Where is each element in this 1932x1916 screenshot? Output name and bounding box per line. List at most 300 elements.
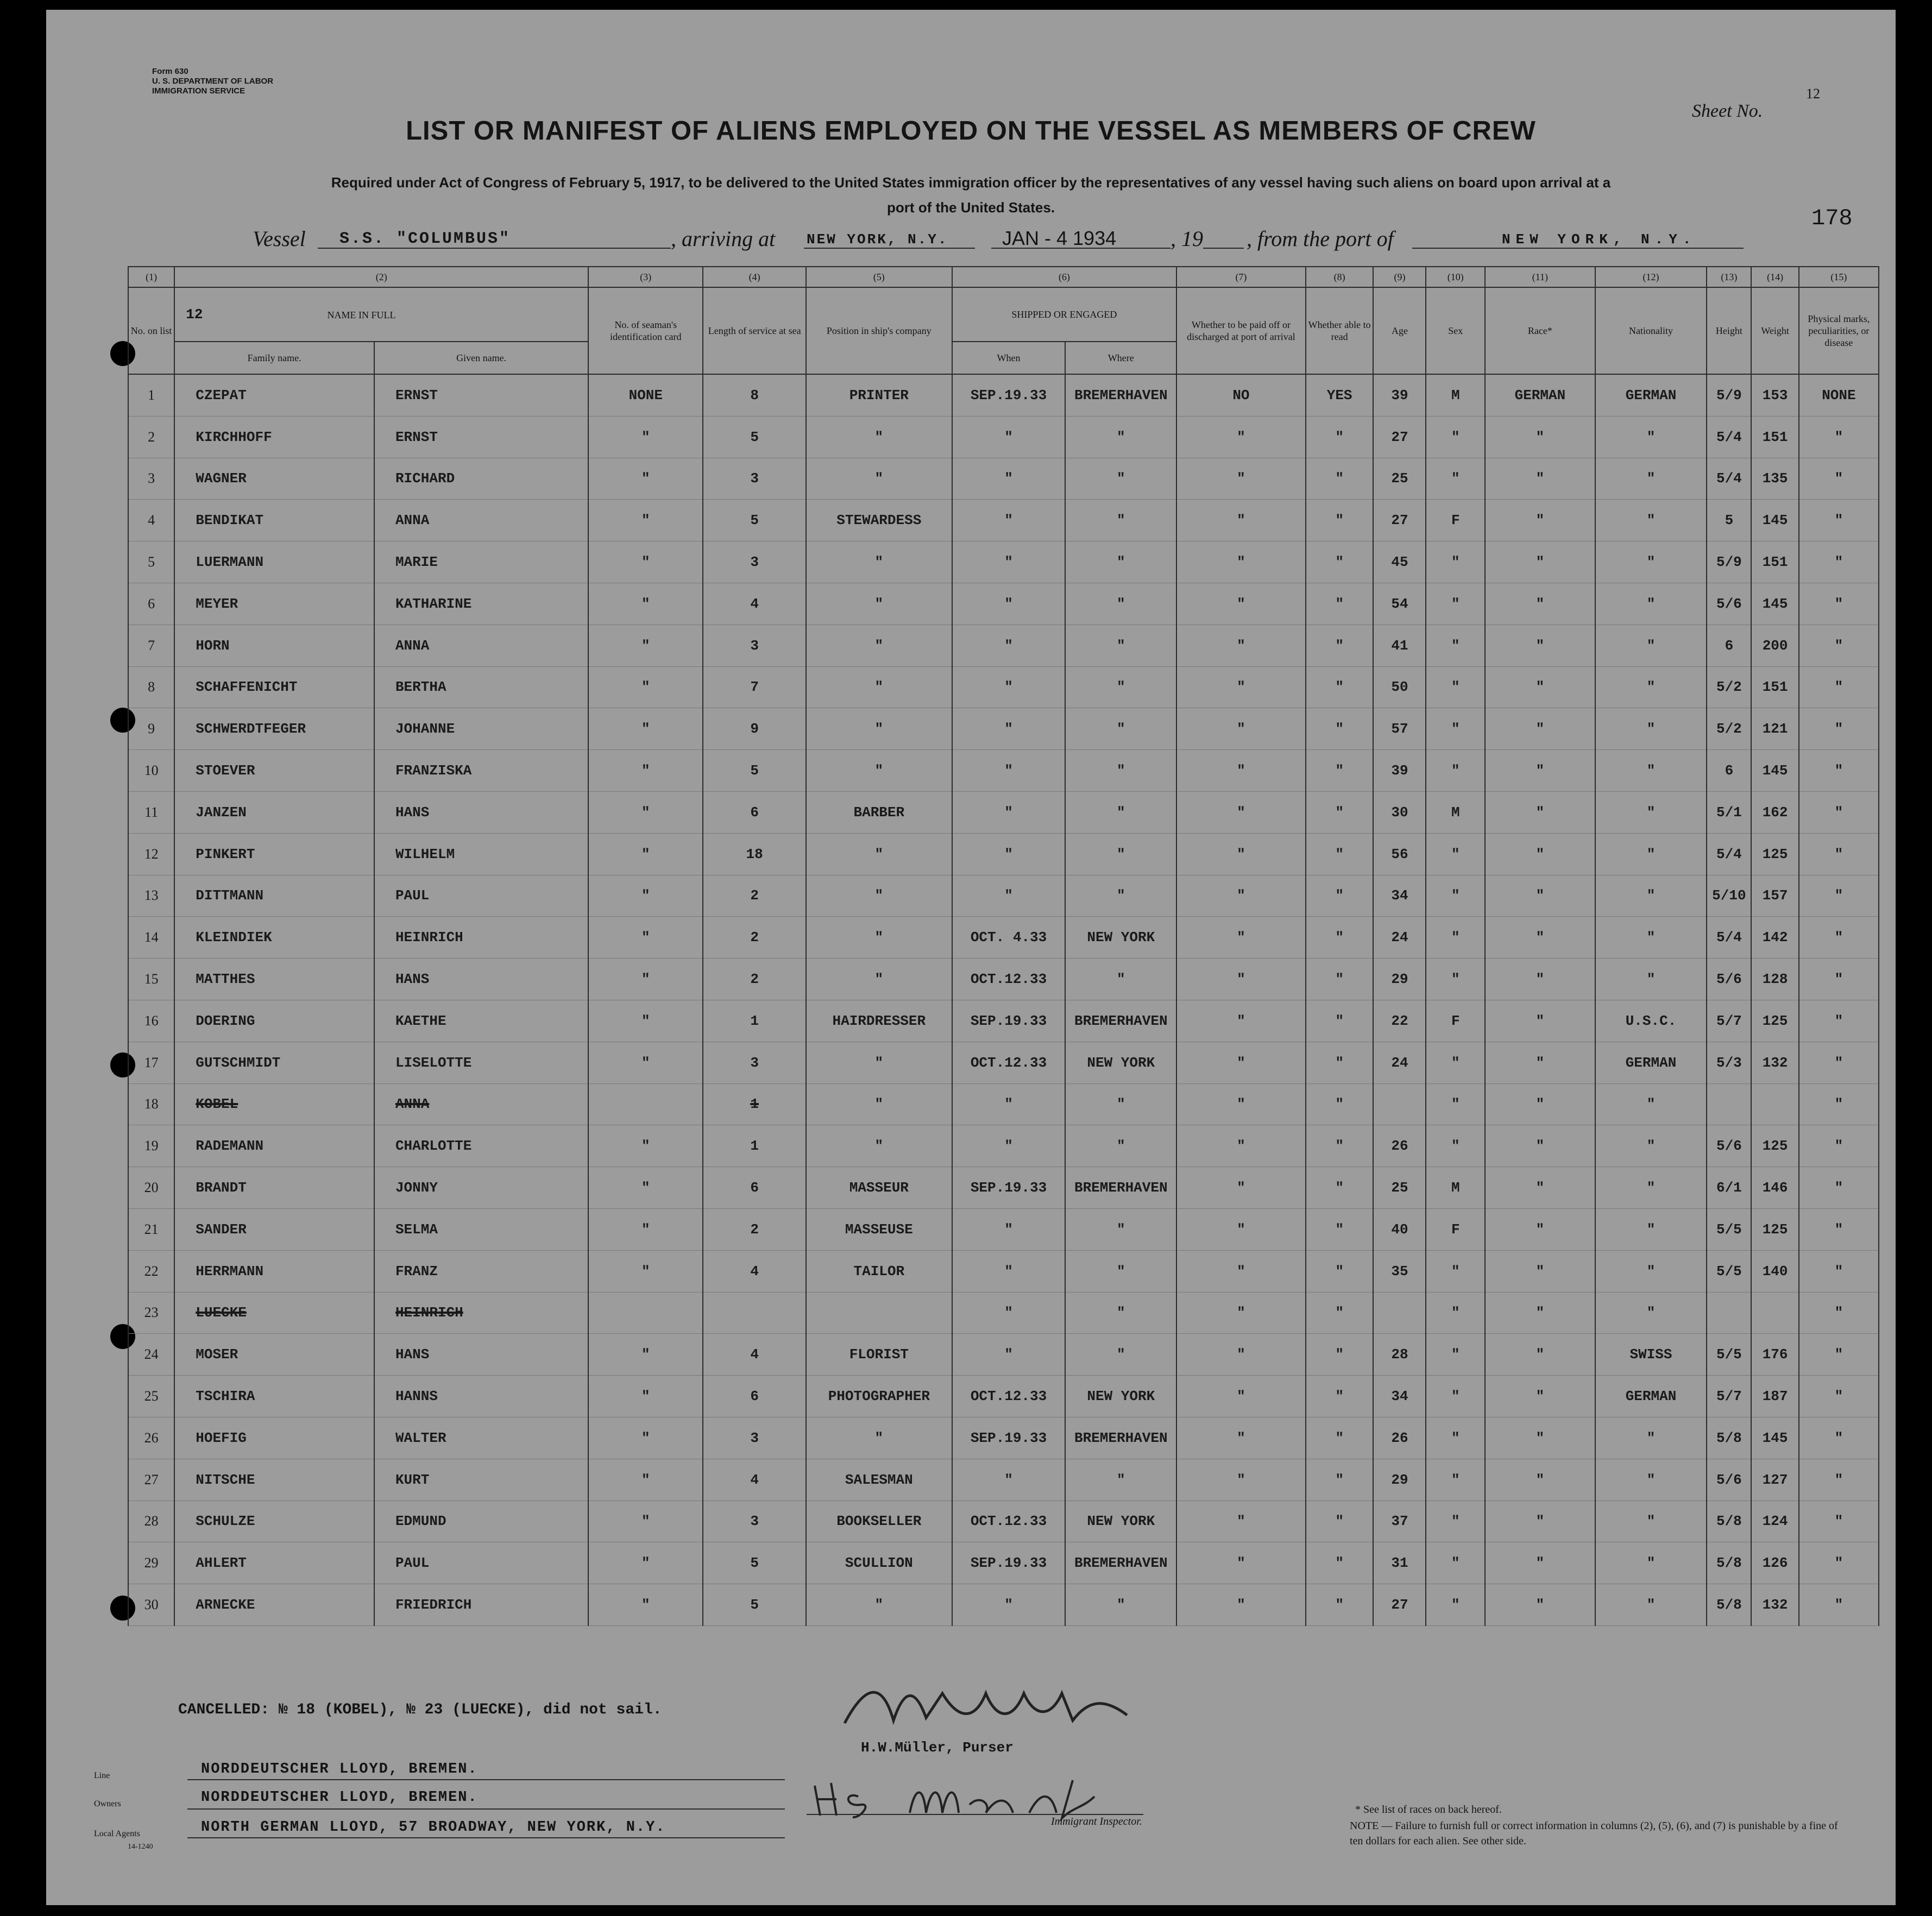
cell-paid-off: "	[1176, 1042, 1306, 1083]
cell-shipped-where: "	[1065, 1083, 1176, 1125]
cell-position: PRINTER	[806, 374, 952, 416]
cell-given-name: EDMUND	[374, 1501, 588, 1542]
race-note: * See list of races on back hereof.	[1355, 1804, 1502, 1816]
cell-paid-off: "	[1176, 917, 1306, 959]
cell-sex: "	[1426, 1250, 1485, 1292]
cell-age	[1373, 1083, 1426, 1125]
cell-service-length: 9	[703, 708, 806, 750]
cell-nationality: "	[1595, 458, 1707, 500]
col-num: (14)	[1751, 267, 1798, 287]
cell-row-number: 20	[128, 1167, 174, 1209]
cell-shipped-where: "	[1065, 541, 1176, 583]
cell-shipped-when: OCT.12.33	[952, 959, 1066, 1000]
cell-physical-marks: "	[1799, 1125, 1879, 1167]
cell-paid-off: "	[1176, 583, 1306, 625]
cell-sex: "	[1426, 750, 1485, 792]
cell-family-name: CZEPAT	[174, 374, 374, 416]
cell-row-number: 5	[128, 541, 174, 583]
cell-nationality: SWISS	[1595, 1334, 1707, 1376]
cell-weight	[1751, 1292, 1798, 1334]
cell-family-name: HERRMANN	[174, 1250, 374, 1292]
cell-weight: 145	[1751, 1417, 1798, 1459]
cell-family-name: KOBEL	[174, 1083, 374, 1125]
table-row	[128, 1083, 1879, 1125]
cell-physical-marks: NONE	[1799, 374, 1879, 416]
cell-seaman-card: "	[588, 666, 703, 708]
cell-height: 5/6	[1707, 583, 1751, 625]
cell-race: "	[1485, 791, 1595, 833]
cell-race: "	[1485, 1083, 1595, 1125]
cell-seaman-card: "	[588, 1125, 703, 1167]
line-value: NORDDEUTSCHER LLOYD, BREMEN.	[201, 1761, 478, 1778]
cell-height: 5/8	[1707, 1584, 1751, 1626]
cell-given-name: HEINRICH	[374, 1292, 588, 1334]
cell-shipped-where: NEW YORK	[1065, 917, 1176, 959]
cell-seaman-card: "	[588, 1584, 703, 1626]
arrival-date-stamp: JAN - 4 1934	[1002, 227, 1117, 249]
cell-family-name: RADEMANN	[174, 1125, 374, 1167]
manifest-rows	[128, 374, 1879, 1625]
cell-shipped-when: OCT.12.33	[952, 1376, 1066, 1417]
cell-position: "	[806, 1584, 952, 1626]
cell-age: 39	[1373, 750, 1426, 792]
cell-given-name: PAUL	[374, 875, 588, 917]
sheet-number: 12	[1806, 86, 1820, 102]
cell-seaman-card: "	[588, 917, 703, 959]
cell-sex: "	[1426, 458, 1485, 500]
cell-sex: "	[1426, 1417, 1485, 1459]
cell-seaman-card: "	[588, 750, 703, 792]
cell-physical-marks: "	[1799, 1417, 1879, 1459]
cell-height: 5/8	[1707, 1501, 1751, 1542]
owners-label: Owners	[94, 1799, 121, 1808]
cell-nationality: "	[1595, 959, 1707, 1000]
cell-race: "	[1485, 1417, 1595, 1459]
cell-family-name: MOSER	[174, 1334, 374, 1376]
cell-row-number: 7	[128, 625, 174, 666]
cell-row-number: 12	[128, 833, 174, 875]
cell-shipped-when: "	[952, 1208, 1066, 1250]
cell-given-name: HEINRICH	[374, 917, 588, 959]
cell-sex: F	[1426, 1000, 1485, 1042]
penalty-note: NOTE — Failure to furnish full or correct information in columns (2), (5), (6), and (7) is punishable by a fine of ten dollars for each alien. See other side.	[1350, 1820, 1838, 1847]
cell-given-name: PAUL	[374, 1542, 588, 1584]
cell-given-name: FRIEDRICH	[374, 1584, 588, 1626]
cell-race: "	[1485, 1459, 1595, 1501]
cell-age: 30	[1373, 791, 1426, 833]
cell-service-length: 4	[703, 583, 806, 625]
col-num: (5)	[806, 267, 952, 287]
cell-row-number: 14	[128, 917, 174, 959]
cell-position: "	[806, 708, 952, 750]
cell-shipped-when: OCT.12.33	[952, 1042, 1066, 1083]
cell-seaman-card: "	[588, 541, 703, 583]
cell-sex: "	[1426, 416, 1485, 458]
cell-physical-marks: "	[1799, 959, 1879, 1000]
local-agents-label: Local Agents	[94, 1829, 140, 1838]
cell-age: 27	[1373, 500, 1426, 541]
cell-height: 5/5	[1707, 1250, 1751, 1292]
cell-position: "	[806, 1125, 952, 1167]
cell-paid-off: "	[1176, 1542, 1306, 1584]
cell-race: "	[1485, 583, 1595, 625]
cell-shipped-where: "	[1065, 666, 1176, 708]
cell-family-name: SCHWERDTFEGER	[174, 708, 374, 750]
table-row	[128, 1250, 1879, 1292]
crew-manifest-table	[128, 266, 1879, 1626]
cell-nationality: "	[1595, 1208, 1707, 1250]
cell-physical-marks: "	[1799, 1292, 1879, 1334]
owners-value: NORDDEUTSCHER LLOYD, BREMEN.	[201, 1789, 478, 1806]
cell-given-name: SELMA	[374, 1208, 588, 1250]
cell-weight: 142	[1751, 917, 1798, 959]
cell-position: FLORIST	[806, 1334, 952, 1376]
cell-family-name: MATTHES	[174, 959, 374, 1000]
arriving-port: NEW YORK, N.Y.	[807, 231, 948, 248]
cell-service-length: 2	[703, 1208, 806, 1250]
cell-seaman-card: "	[588, 1042, 703, 1083]
cell-service-length: 5	[703, 500, 806, 541]
cell-row-number: 1	[128, 374, 174, 416]
cell-service-length: 1	[703, 1125, 806, 1167]
cell-service-length: 2	[703, 959, 806, 1000]
cell-sex: "	[1426, 583, 1485, 625]
cell-paid-off: "	[1176, 1250, 1306, 1292]
cell-shipped-when: "	[952, 541, 1066, 583]
cell-given-name: ERNST	[374, 374, 588, 416]
cell-age: 35	[1373, 1250, 1426, 1292]
cell-paid-off: "	[1176, 1459, 1306, 1501]
cell-shipped-where: "	[1065, 750, 1176, 792]
cell-row-number: 13	[128, 875, 174, 917]
page-number: 178	[1811, 205, 1853, 231]
cell-shipped-where: BREMERHAVEN	[1065, 1417, 1176, 1459]
col-num: (6)	[952, 267, 1177, 287]
cell-row-number: 6	[128, 583, 174, 625]
cell-weight: 146	[1751, 1167, 1798, 1209]
table-row	[128, 750, 1879, 792]
cell-physical-marks: "	[1799, 541, 1879, 583]
cell-paid-off: "	[1176, 1584, 1306, 1626]
cell-physical-marks: "	[1799, 458, 1879, 500]
cell-paid-off: "	[1176, 1167, 1306, 1209]
cell-able-to-read: "	[1306, 1292, 1374, 1334]
cell-physical-marks: "	[1799, 500, 1879, 541]
col-num: (2)	[174, 267, 588, 287]
cell-age: 24	[1373, 917, 1426, 959]
line-label: Line	[94, 1771, 110, 1780]
cell-row-number: 26	[128, 1417, 174, 1459]
cell-shipped-where: NEW YORK	[1065, 1042, 1176, 1083]
cell-race: "	[1485, 458, 1595, 500]
cell-seaman-card: "	[588, 583, 703, 625]
cell-family-name: AHLERT	[174, 1542, 374, 1584]
cell-position: "	[806, 917, 952, 959]
cell-shipped-where: "	[1065, 1584, 1176, 1626]
cell-race: "	[1485, 541, 1595, 583]
cell-row-number: 17	[128, 1042, 174, 1083]
cell-age: 37	[1373, 1501, 1426, 1542]
cell-nationality: "	[1595, 1167, 1707, 1209]
table-row	[128, 541, 1879, 583]
cell-height: 5/5	[1707, 1208, 1751, 1250]
cell-physical-marks: "	[1799, 1083, 1879, 1125]
cell-position: BOOKSELLER	[806, 1501, 952, 1542]
table-row	[128, 833, 1879, 875]
cell-service-length: 2	[703, 917, 806, 959]
table-row	[128, 1125, 1879, 1167]
cell-height: 5/4	[1707, 917, 1751, 959]
cell-row-number: 9	[128, 708, 174, 750]
cell-physical-marks: "	[1799, 1000, 1879, 1042]
cell-family-name: MEYER	[174, 583, 374, 625]
cell-race: "	[1485, 1542, 1595, 1584]
header-position: Position in ship's company	[806, 287, 952, 374]
cell-sex: "	[1426, 875, 1485, 917]
cell-seaman-card: "	[588, 1542, 703, 1584]
cell-service-length	[703, 1292, 806, 1334]
cell-physical-marks: "	[1799, 1584, 1879, 1626]
cell-able-to-read: "	[1306, 1334, 1374, 1376]
cell-service-length: 3	[703, 625, 806, 666]
cell-weight: 187	[1751, 1376, 1798, 1417]
cell-service-length: 18	[703, 833, 806, 875]
cell-position	[806, 1292, 952, 1334]
cell-age: 41	[1373, 625, 1426, 666]
cell-shipped-when: "	[952, 1125, 1066, 1167]
cell-weight: 153	[1751, 374, 1798, 416]
cell-weight: 200	[1751, 625, 1798, 666]
cell-shipped-when: "	[952, 500, 1066, 541]
table-row	[128, 791, 1879, 833]
cell-given-name: JONNY	[374, 1167, 588, 1209]
cell-physical-marks: "	[1799, 625, 1879, 666]
cell-given-name: FRANZISKA	[374, 750, 588, 792]
cell-able-to-read: "	[1306, 1542, 1374, 1584]
cell-race: "	[1485, 1501, 1595, 1542]
cell-position: BARBER	[806, 791, 952, 833]
cell-physical-marks: "	[1799, 1501, 1879, 1542]
cell-height: 5/8	[1707, 1542, 1751, 1584]
cell-service-length: 3	[703, 1501, 806, 1542]
cell-given-name: HANS	[374, 791, 588, 833]
cell-family-name: TSCHIRA	[174, 1376, 374, 1417]
cell-nationality: "	[1595, 583, 1707, 625]
cell-able-to-read: "	[1306, 1208, 1374, 1250]
cell-weight: 124	[1751, 1501, 1798, 1542]
col-num: (4)	[703, 267, 806, 287]
cell-position: "	[806, 750, 952, 792]
cell-position: SCULLION	[806, 1542, 952, 1584]
cell-shipped-where: "	[1065, 875, 1176, 917]
cell-sex: "	[1426, 1376, 1485, 1417]
cell-row-number: 29	[128, 1542, 174, 1584]
cell-race: GERMAN	[1485, 374, 1595, 416]
cell-height: 5/7	[1707, 1000, 1751, 1042]
table-row	[128, 458, 1879, 500]
cell-physical-marks: "	[1799, 1459, 1879, 1501]
cell-position: MASSEUR	[806, 1167, 952, 1209]
header-sex: Sex	[1426, 287, 1485, 374]
cell-family-name: DITTMANN	[174, 875, 374, 917]
cell-service-length: 2	[703, 875, 806, 917]
cell-sex: "	[1426, 959, 1485, 1000]
cell-race: "	[1485, 1208, 1595, 1250]
cell-service-length: 5	[703, 416, 806, 458]
cell-position: "	[806, 1042, 952, 1083]
cell-family-name: BRANDT	[174, 1167, 374, 1209]
cell-able-to-read: "	[1306, 500, 1374, 541]
cell-seaman-card: "	[588, 1250, 703, 1292]
header-height: Height	[1707, 287, 1751, 374]
cell-race: "	[1485, 708, 1595, 750]
cell-family-name: BENDIKAT	[174, 500, 374, 541]
cell-service-length: 8	[703, 374, 806, 416]
form-code: 14-1240	[128, 1843, 153, 1851]
cell-able-to-read: "	[1306, 1042, 1374, 1083]
vessel-name: S.S. "COLUMBUS"	[339, 230, 511, 248]
cell-sex: F	[1426, 1208, 1485, 1250]
cell-row-number: 4	[128, 500, 174, 541]
cell-weight: 140	[1751, 1250, 1798, 1292]
cell-shipped-where: "	[1065, 458, 1176, 500]
header-age: Age	[1373, 287, 1426, 374]
cell-weight: 127	[1751, 1459, 1798, 1501]
cell-race: "	[1485, 500, 1595, 541]
sheet-number-label: Sheet No.	[1692, 101, 1763, 121]
cell-paid-off: "	[1176, 708, 1306, 750]
cell-shipped-where: "	[1065, 583, 1176, 625]
cell-race: "	[1485, 1042, 1595, 1083]
cell-seaman-card: "	[588, 959, 703, 1000]
cell-age: 26	[1373, 1125, 1426, 1167]
cell-shipped-when: "	[952, 666, 1066, 708]
cell-sex: "	[1426, 1334, 1485, 1376]
cell-seaman-card: "	[588, 1459, 703, 1501]
cell-sex: M	[1426, 791, 1485, 833]
cell-weight: 145	[1751, 750, 1798, 792]
cell-given-name: ERNST	[374, 416, 588, 458]
cell-age: 57	[1373, 708, 1426, 750]
cell-paid-off: "	[1176, 1000, 1306, 1042]
cell-physical-marks: "	[1799, 1542, 1879, 1584]
cell-paid-off: NO	[1176, 374, 1306, 416]
table-row	[128, 959, 1879, 1000]
arriving-label: , arriving at	[671, 226, 776, 251]
cell-able-to-read: "	[1306, 1417, 1374, 1459]
col-num: (8)	[1306, 267, 1374, 287]
cell-nationality: "	[1595, 1125, 1707, 1167]
cell-family-name: KIRCHHOFF	[174, 416, 374, 458]
cell-service-length: 4	[703, 1334, 806, 1376]
cell-shipped-when: OCT. 4.33	[952, 917, 1066, 959]
cell-race: "	[1485, 666, 1595, 708]
cell-sex: "	[1426, 1292, 1485, 1334]
cell-height: 5/6	[1707, 1459, 1751, 1501]
cell-paid-off: "	[1176, 1334, 1306, 1376]
cell-weight: 132	[1751, 1584, 1798, 1626]
cell-able-to-read: "	[1306, 791, 1374, 833]
cell-seaman-card: "	[588, 1167, 703, 1209]
cell-shipped-where: BREMERHAVEN	[1065, 1000, 1176, 1042]
cell-age: 29	[1373, 1459, 1426, 1501]
cell-height: 5/2	[1707, 708, 1751, 750]
cell-shipped-when: OCT.12.33	[952, 1501, 1066, 1542]
table-row	[128, 1542, 1879, 1584]
cell-paid-off: "	[1176, 1125, 1306, 1167]
cell-nationality: GERMAN	[1595, 1042, 1707, 1083]
header-paid-off: Whether to be paid off or discharged at port of arrival	[1176, 287, 1306, 374]
cell-age: 26	[1373, 1417, 1426, 1459]
cell-paid-off: "	[1176, 750, 1306, 792]
cell-sex: "	[1426, 833, 1485, 875]
table-row	[128, 1501, 1879, 1542]
cell-shipped-where: "	[1065, 1292, 1176, 1334]
cell-given-name: LISELOTTE	[374, 1042, 588, 1083]
cell-able-to-read: "	[1306, 541, 1374, 583]
cell-service-length: 5	[703, 1584, 806, 1626]
cell-paid-off: "	[1176, 625, 1306, 666]
table-row	[128, 666, 1879, 708]
cell-nationality: "	[1595, 917, 1707, 959]
cell-shipped-when: SEP.19.33	[952, 1000, 1066, 1042]
cell-able-to-read: "	[1306, 1376, 1374, 1417]
cell-given-name: JOHANNE	[374, 708, 588, 750]
cell-physical-marks: "	[1799, 1167, 1879, 1209]
cell-nationality: "	[1595, 1501, 1707, 1542]
cell-shipped-when: "	[952, 458, 1066, 500]
header-where: Where	[1065, 342, 1176, 374]
cell-paid-off: "	[1176, 1376, 1306, 1417]
cell-race: "	[1485, 1167, 1595, 1209]
cell-able-to-read: "	[1306, 583, 1374, 625]
cell-able-to-read: "	[1306, 1459, 1374, 1501]
cell-sex: "	[1426, 1125, 1485, 1167]
cell-row-number: 30	[128, 1584, 174, 1626]
cell-physical-marks: "	[1799, 1250, 1879, 1292]
cell-able-to-read: "	[1306, 1250, 1374, 1292]
cell-weight: 128	[1751, 959, 1798, 1000]
year-prefix: , 19	[1170, 226, 1203, 251]
cell-height: 5/8	[1707, 1417, 1751, 1459]
cell-service-length: 7	[703, 666, 806, 708]
cell-able-to-read: "	[1306, 666, 1374, 708]
cell-sex: "	[1426, 541, 1485, 583]
header-able-to-read: Whether able to read	[1306, 287, 1374, 374]
cell-age: 54	[1373, 583, 1426, 625]
cell-race: "	[1485, 1584, 1595, 1626]
cell-shipped-when: "	[952, 708, 1066, 750]
col-num: (9)	[1373, 267, 1426, 287]
vessel-label: Vessel	[253, 226, 306, 251]
cell-row-number: 11	[128, 791, 174, 833]
cell-nationality: "	[1595, 1417, 1707, 1459]
cell-position: PHOTOGRAPHER	[806, 1376, 952, 1417]
cell-height: 6/1	[1707, 1167, 1751, 1209]
cell-race: "	[1485, 416, 1595, 458]
cell-shipped-when: "	[952, 625, 1066, 666]
cell-height: 5/5	[1707, 1334, 1751, 1376]
cell-physical-marks: "	[1799, 750, 1879, 792]
cell-paid-off: "	[1176, 1292, 1306, 1334]
cell-sex: "	[1426, 1459, 1485, 1501]
cell-shipped-where: "	[1065, 1334, 1176, 1376]
cell-family-name: WAGNER	[174, 458, 374, 500]
cell-shipped-where: "	[1065, 416, 1176, 458]
cell-service-length: 3	[703, 1417, 806, 1459]
table-row	[128, 1208, 1879, 1250]
cell-shipped-where: "	[1065, 791, 1176, 833]
